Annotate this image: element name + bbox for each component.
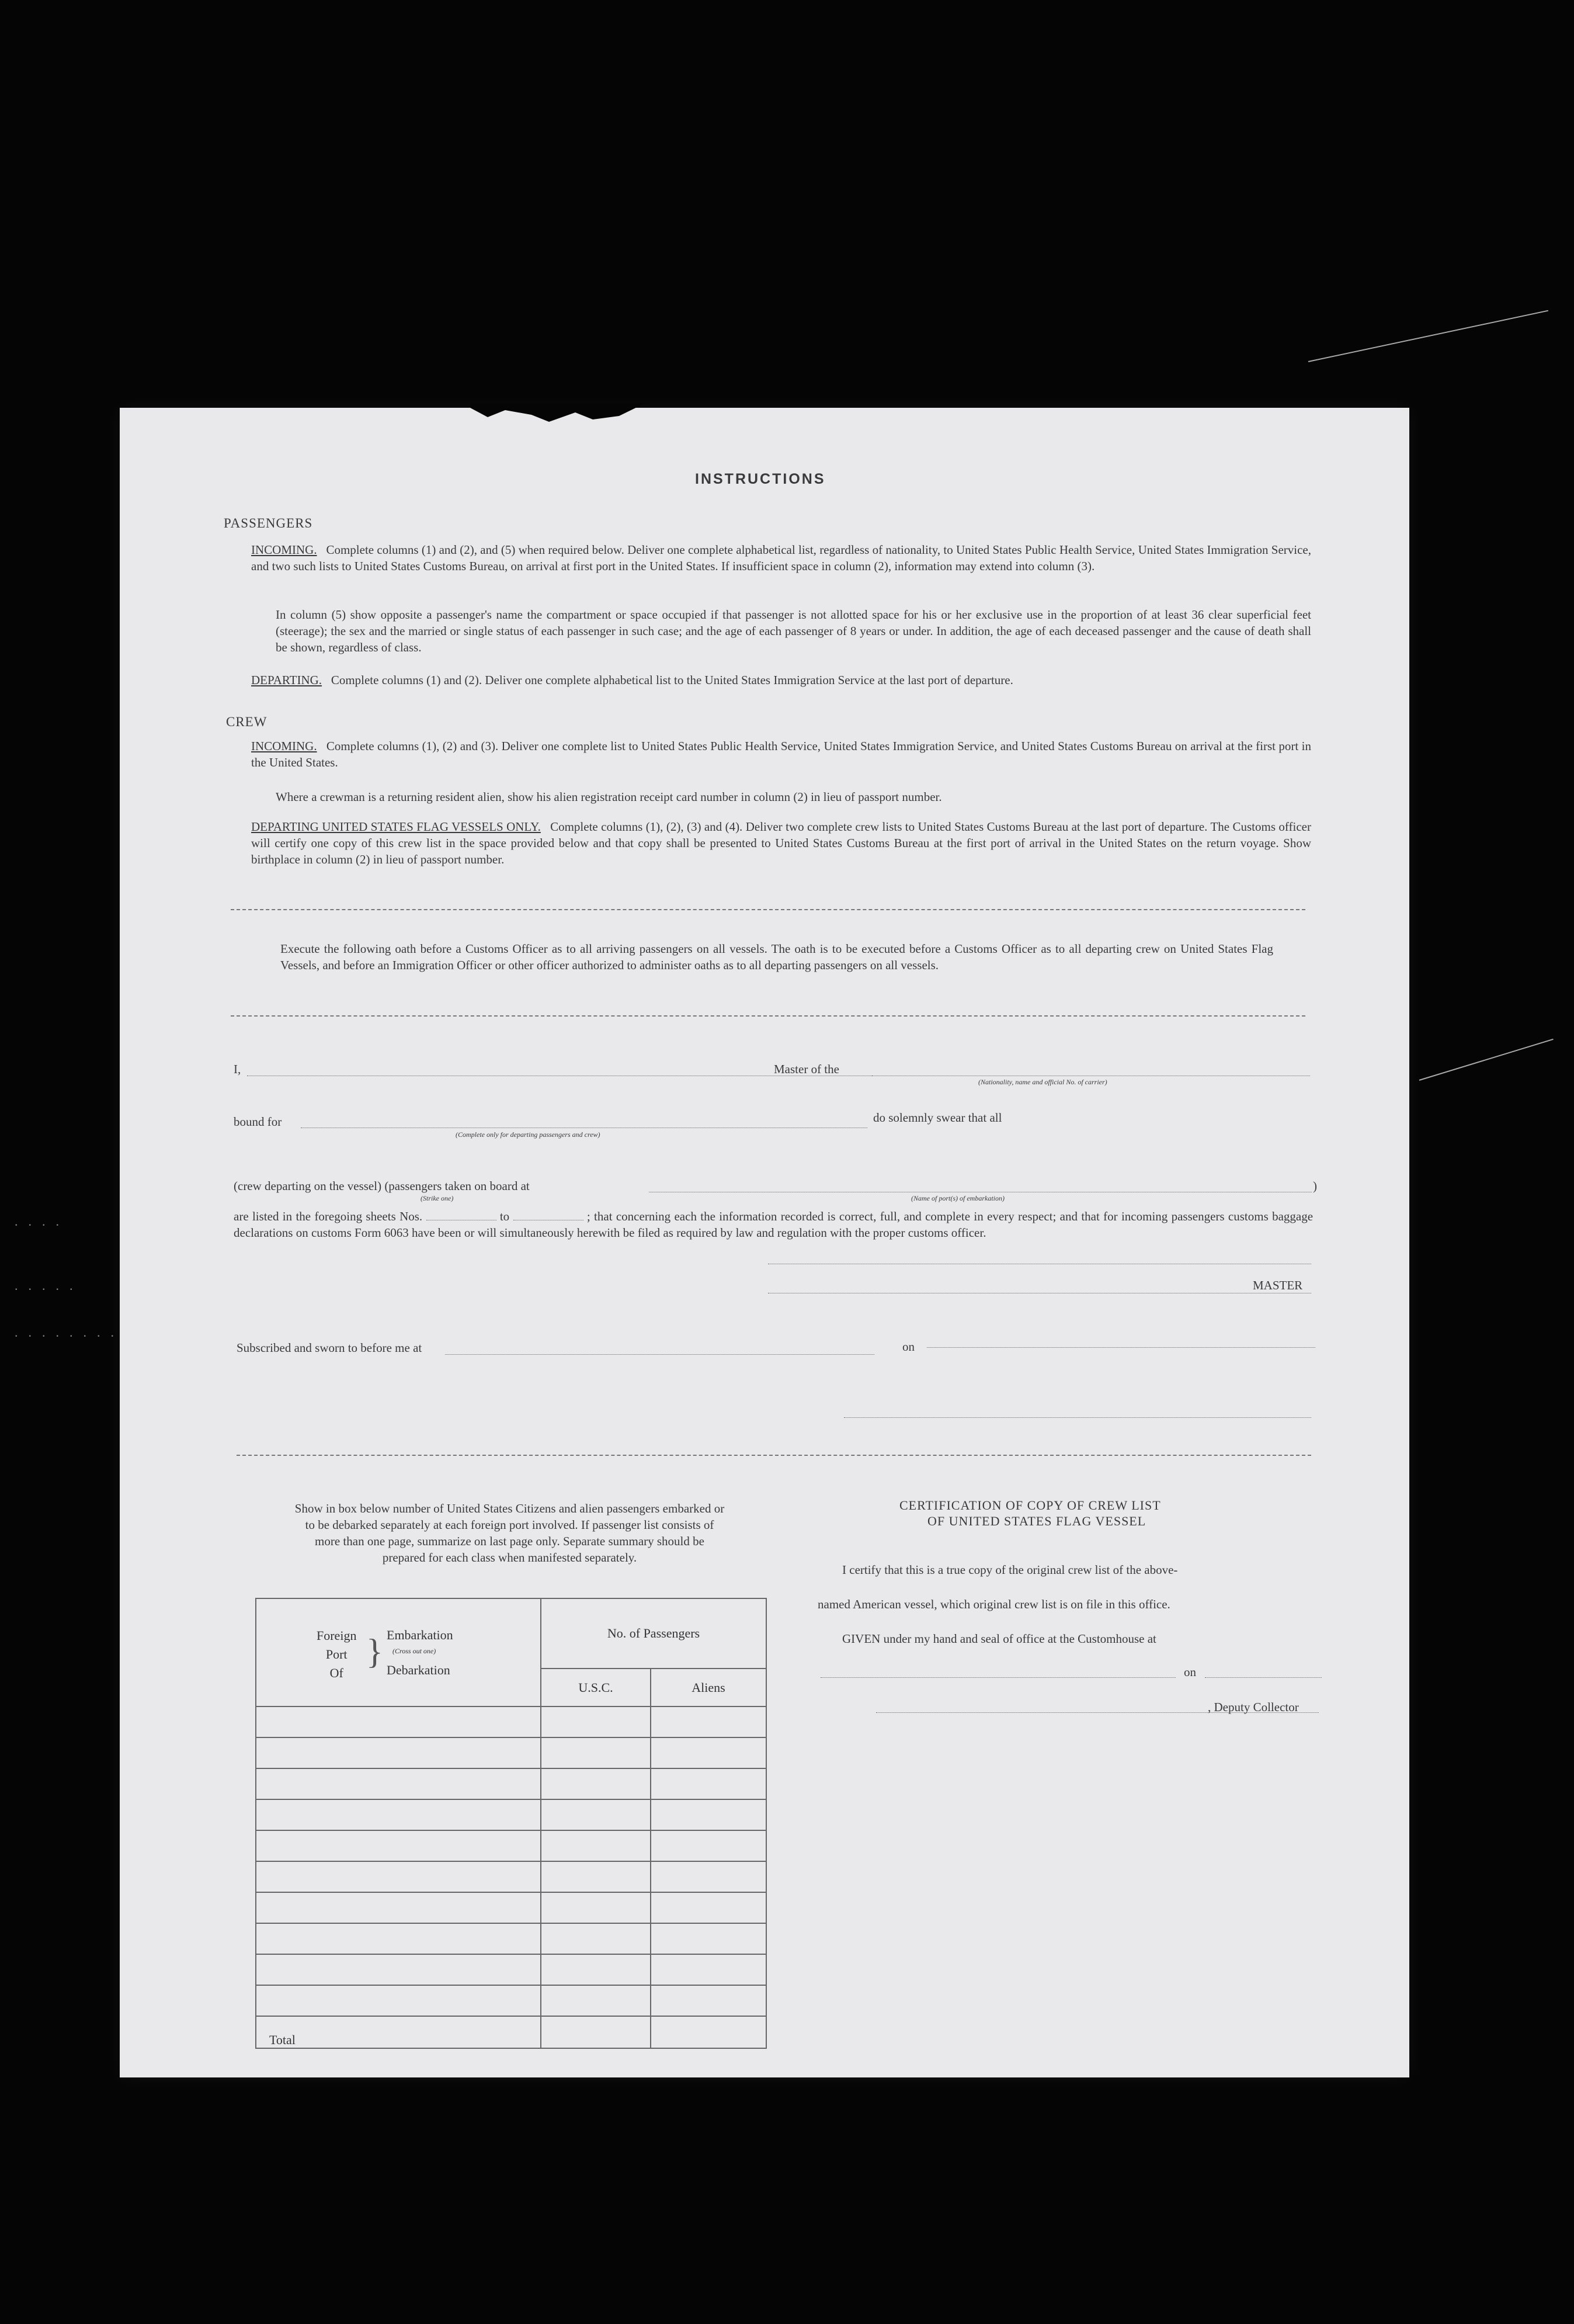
certification-date-field[interactable] xyxy=(1205,1677,1322,1678)
port-label-foreign: Foreign xyxy=(317,1628,357,1643)
passengers-incoming xyxy=(251,542,1311,574)
usc-cell[interactable] xyxy=(541,1706,651,1737)
port-cell[interactable] xyxy=(256,1737,541,1768)
passengers-incoming-text: Complete columns (1) and (2), and (5) when required below. Deliver one complete alphabetical list, regardless of nationality, to United States Public Health Service, United States Immigration Service, and two such lists to United States Customs Bureau, on arrival at first port in the United States. If insufficient space in column (2), information may extend into column (3). xyxy=(251,543,1311,573)
aliens-header: Aliens xyxy=(651,1669,766,1706)
passengers-departing xyxy=(251,672,1311,688)
table-row xyxy=(256,1954,766,1985)
certification-title-1: CERTIFICATION OF COPY OF CREW LIST xyxy=(899,1498,1161,1513)
table-row xyxy=(256,1892,766,1923)
on-label: on xyxy=(902,1340,915,1354)
total-row xyxy=(256,2016,766,2048)
edge-dots: ..... xyxy=(15,1278,84,1293)
torn-edge xyxy=(470,403,645,426)
to-label: to xyxy=(499,1209,510,1223)
subscribed-label: Subscribed and sworn to before me at xyxy=(237,1341,422,1355)
listed-rest: ; that concerning each the information recorded is correct, full, and complete in every respect; and that for incoming passengers customs baggage declarations on customs Form 6063 have been or will simultaneously herewith be filed as required by law and regulation with the proper customs officer. xyxy=(234,1209,1314,1240)
given-text: GIVEN under my hand and seal of office at the Customhouse at xyxy=(842,1632,1156,1646)
crew-incoming-label: INCOMING. xyxy=(251,739,317,753)
no-passengers-header: No. of Passengers xyxy=(541,1598,766,1669)
aliens-total-cell[interactable] xyxy=(651,2016,766,2048)
usc-cell[interactable] xyxy=(541,1985,651,2016)
aliens-cell[interactable] xyxy=(651,1923,766,1954)
edge-dots: ........ xyxy=(15,1325,124,1340)
bound-note: (Complete only for departing passengers and crew) xyxy=(456,1130,600,1139)
form-page xyxy=(15,408,1409,2077)
port-cell[interactable] xyxy=(256,1706,541,1737)
debarkation-label: Debarkation xyxy=(387,1662,450,1677)
usc-cell[interactable] xyxy=(541,1954,651,1985)
port-cell[interactable] xyxy=(256,1768,541,1799)
customhouse-field[interactable] xyxy=(821,1677,1176,1678)
port-cell[interactable] xyxy=(256,1799,541,1830)
table-row xyxy=(256,1799,766,1830)
deputy-collector-label: , Deputy Collector xyxy=(1208,1700,1299,1714)
edge-scratch xyxy=(1308,310,1548,362)
total-label: Total xyxy=(256,2016,541,2048)
certify-text-1: I certify that this is a true copy of the original crew list of the above- xyxy=(842,1563,1178,1577)
port-cell[interactable] xyxy=(256,1985,541,2016)
port-label-port: Port xyxy=(325,1646,348,1662)
table-row xyxy=(256,1706,766,1737)
cross-out-note: (Cross out one) xyxy=(392,1646,436,1655)
usc-cell[interactable] xyxy=(541,1799,651,1830)
crew-resident-text: Where a crewman is a returning resident alien, show his alien registration receipt card number in column (2) in lieu of passport number. xyxy=(276,790,942,804)
table-row xyxy=(256,1737,766,1768)
usc-header: U.S.C. xyxy=(541,1669,651,1706)
crew-departing-text: (crew departing on the vessel) (passengers taken on board at xyxy=(234,1179,530,1193)
brace-icon: } xyxy=(366,1632,383,1671)
aliens-cell[interactable] xyxy=(651,1985,766,2016)
passengers-col5-text: In column (5) show opposite a passenger's name the compartment or space occupied if that passenger is not allotted space for his or her exclusive use in the proportion of at least 36 clear superficial feet (steerage); the sex and the married or single status of each passenger in such case; and the age of each passenger of 8 years or under. In addition, the age of each deceased passenger and the cause of death shall be shown, regardless of class. xyxy=(276,608,1311,654)
port-cell[interactable] xyxy=(256,1861,541,1892)
edge-scratch xyxy=(1419,1039,1554,1081)
aliens-cell[interactable] xyxy=(651,1706,766,1737)
crew-departing-text: Complete columns (1), (2), (3) and (4). Deliver two complete crew lists to United States Customs Bureau at the last port of departure. The Customs officer will certify one copy of this crew list in the space provided below and that copy shall be presented to United States Customs Bureau at the first port of arrival in the United States on the return voyage. Show birthplace in column (2) in lieu of passport number. xyxy=(251,820,1312,866)
master-label: MASTER xyxy=(1253,1278,1303,1292)
aliens-cell[interactable] xyxy=(651,1737,766,1768)
edge-dots: .... xyxy=(15,1214,70,1229)
aliens-cell[interactable] xyxy=(651,1830,766,1861)
usc-total-cell[interactable] xyxy=(541,2016,651,2048)
summary-instruction: Show in box below number of United States Citizens and alien passengers embarked or to be debarked separately at each foreign port involved. If passenger list consists of more than one page, summarize on last page only. Separate summary should be prepared for each class when manifested separately. xyxy=(294,1501,725,1565)
usc-cell[interactable] xyxy=(541,1892,651,1923)
passengers-heading: PASSENGERS xyxy=(224,516,313,530)
bound-for-label: bound for xyxy=(234,1115,282,1129)
crew-departing-label: DEPARTING UNITED STATES FLAG VESSELS ONLY. xyxy=(251,820,541,834)
subscribed-place-field[interactable] xyxy=(445,1354,874,1355)
master-of-label: Master of the xyxy=(774,1062,839,1076)
table-row xyxy=(256,1985,766,2016)
passengers-departing-label: DEPARTING. xyxy=(251,673,322,687)
port-label-of: Of xyxy=(329,1665,343,1680)
usc-cell[interactable] xyxy=(541,1923,651,1954)
aliens-cell[interactable] xyxy=(651,1768,766,1799)
crew-departing xyxy=(251,818,1311,868)
certify-text-2: named American vessel, which original crew list is on file in this office. xyxy=(818,1597,1170,1611)
table-row xyxy=(256,1768,766,1799)
aliens-cell[interactable] xyxy=(651,1954,766,1985)
certification-on-label: on xyxy=(1184,1665,1196,1679)
certification-title-2: OF UNITED STATES FLAG VESSEL xyxy=(927,1514,1146,1528)
port-header xyxy=(256,1598,541,1706)
aliens-cell[interactable] xyxy=(651,1892,766,1923)
aliens-cell[interactable] xyxy=(651,1799,766,1830)
usc-cell[interactable] xyxy=(541,1861,651,1892)
aliens-cell[interactable] xyxy=(651,1861,766,1892)
port-cell[interactable] xyxy=(256,1892,541,1923)
subscribed-date-field[interactable] xyxy=(927,1347,1315,1348)
crew-heading: CREW xyxy=(226,714,267,729)
passengers-departing-text: Complete columns (1) and (2). Deliver one complete alphabetical list to the United States Immigration Service at the last port of departure. xyxy=(331,673,1013,687)
embarkation-label: Embarkation xyxy=(387,1627,453,1642)
officer-signature-field[interactable] xyxy=(844,1417,1311,1418)
passenger-summary-table xyxy=(255,1598,767,2049)
usc-cell[interactable] xyxy=(541,1768,651,1799)
passengers-incoming-label: INCOMING. xyxy=(251,543,317,557)
crew-incoming xyxy=(251,738,1311,771)
port-cell[interactable] xyxy=(256,1954,541,1985)
port-cell[interactable] xyxy=(256,1923,541,1954)
crew-incoming-text: Complete columns (1), (2) and (3). Deliver one complete list to United States Public Health Service, United States Immigration Service, and United States Customs Bureau on arrival at the first port in the United States. xyxy=(251,739,1311,769)
listed-paragraph xyxy=(234,1208,1313,1241)
close-paren: ) xyxy=(1313,1179,1317,1193)
usc-cell[interactable] xyxy=(541,1830,651,1861)
strike-one-note: (Strike one) xyxy=(421,1194,454,1202)
table-row xyxy=(256,1861,766,1892)
page-title: INSTRUCTIONS xyxy=(695,471,826,487)
oath-instruction: Execute the following oath before a Customs Officer as to all arriving passengers on all vessels. The oath is to be executed before a Customs Officer as to all departing crew on United States Flag Vessels, and before an Immigration Officer or other officer authorized to administer oaths as to all departing passengers on all vessels. xyxy=(280,942,1273,972)
port-cell[interactable] xyxy=(256,1830,541,1861)
oath-i-label: I, xyxy=(234,1062,241,1076)
usc-cell[interactable] xyxy=(541,1737,651,1768)
swear-text: do solemnly swear that all xyxy=(873,1111,1002,1125)
carrier-note: (Nationality, name and official No. of carrier) xyxy=(978,1078,1107,1086)
section-divider xyxy=(231,909,1305,910)
ports-note: (Name of port(s) of embarkation) xyxy=(911,1194,1005,1202)
listed-text: are listed in the foregoing sheets Nos. xyxy=(234,1209,423,1223)
table-row xyxy=(256,1830,766,1861)
section-divider xyxy=(231,1015,1305,1017)
section-divider xyxy=(237,1455,1311,1456)
table-row xyxy=(256,1923,766,1954)
